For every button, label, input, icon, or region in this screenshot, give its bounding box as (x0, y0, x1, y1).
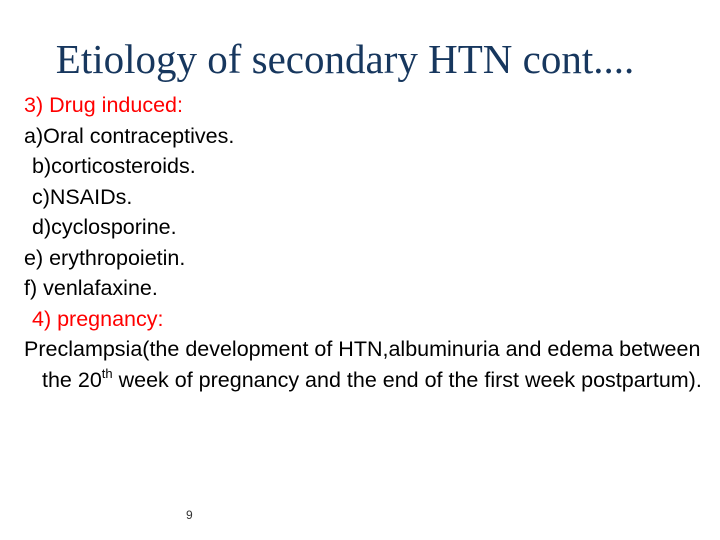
preeclampsia-text-end: week of pregnancy and the end of the first week postpartum). (112, 367, 702, 392)
ordinal-superscript: th (101, 365, 113, 381)
list-item-oral-contraceptives: a)Oral contraceptives. (24, 123, 235, 148)
pregnancy-heading: 4) pregnancy: (32, 306, 164, 331)
slide-title: Etiology of secondary HTN cont.... (55, 36, 635, 82)
preeclampsia-text-start: Preclampsia(the development of HTN,albuminuria and edema between the 20 (24, 337, 701, 392)
preeclampsia-definition (24, 334, 704, 395)
page-number: 9 (186, 508, 193, 522)
slide-body (24, 90, 704, 395)
drug-induced-heading: 3) Drug induced: (24, 93, 183, 117)
list-item-corticosteroids: b)corticosteroids. (32, 154, 196, 178)
list-item-erythropoietin: e) erythropoietin. (24, 245, 186, 270)
list-item-venlafaxine: f) venlafaxine. (24, 276, 158, 300)
list-item-nsaids: c)NSAIDs. (32, 184, 133, 209)
list-item-cyclosporine: d)cyclosporine. (32, 215, 177, 239)
